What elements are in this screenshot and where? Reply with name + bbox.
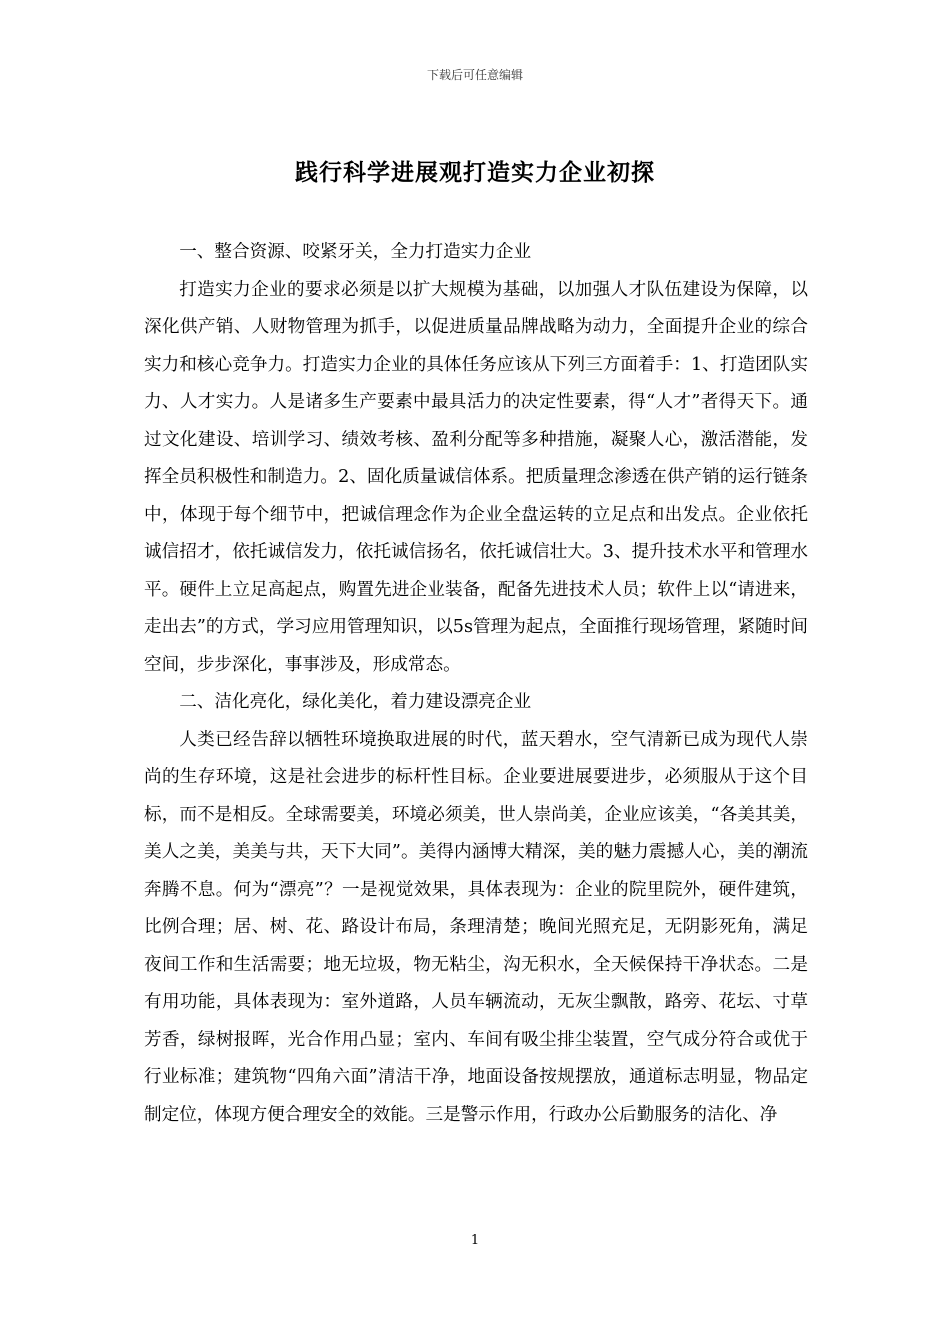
document-title: 践行科学进展观打造实力企业初探 xyxy=(295,159,655,186)
header-note: 下载后可任意编辑 xyxy=(426,68,523,82)
page-number: 1 xyxy=(470,1233,480,1248)
section-heading-2: 二、洁化亮化，绿化美化，着力建设漂亮企业 xyxy=(179,692,532,712)
document-body xyxy=(144,234,808,1134)
body-paragraph-2: 人类已经告辞以牺牲环境换取进展的时代，蓝天碧水，空气清新已成为现代人崇尚的生存环境，这是社会进步的标杆性目标。企业要进展要进步，必须服从于这个目标，而不是相反。全球需要美，环境必须美，世人崇尚美，企业应该美，“各美其美，美人之美，美美与共，天下大同”。美得内涵博大精深，美的魅力震撼人心，美的潮流奔腾不息。何为“漂亮”？一是视觉效果，具体表现为：企业的院里院外，硬件建筑，比例合理；居、树、花、路设计布局，条理清楚；晚间光照充足，无阴影死角，满足夜间工作和生活需要；地无垃圾，物无粘尘，沟无积水，全天候保持干净状态。二是有用功能，具体表现为：室外道路，人员车辆流动，无灰尘飘散，路旁、花坛、寸草芳香，绿树报晖，光合作用凸显；室内、车间有吸尘排尘装置，空气成分符合或优于行业标准；建筑物“四角六面”清洁干净，地面设备按规摆放，通道标志明显，物品定制定位，体现方便合理安全的效能。三是警示作用，行政办公后勤服务的洁化、净 xyxy=(144,729,808,1125)
section-heading-1: 一、整合资源、咬紧牙关，全力打造实力企业 xyxy=(179,242,532,262)
body-paragraph-1: 打造实力企业的要求必须是以扩大规模为基础，以加强人才队伍建设为保障，以深化供产销、人财物管理为抓手，以促进质量品牌战略为动力，全面提升企业的综合实力和核心竞争力。打造实力企业的具体任务应该从下列三方面着手：1、打造团队实力、人才实力。人是诸多生产要素中最具活力的决定性要素，得“人才”者得天下。通过文化建设、培训学习、绩效考核、盈利分配等多种措施，凝聚人心，激活潜能，发挥全员积极性和制造力。2、固化质量诚信体系。把质量理念渗透在供产销的运行链条中，体现于每个细节中，把诚信理念作为企业全盘运转的立足点和出发点。企业依托诚信招才，依托诚信发力，依托诚信扬名，依托诚信壮大。3、提升技术水平和管理水平。硬件上立足高起点，购置先进企业装备，配备先进技术人员；软件上以“请进来，走出去”的方式，学习应用管理知识，以5s管理为起点，全面推行现场管理，紧随时间空间，步步深化，事事涉及，形成常态。 xyxy=(144,279,808,675)
